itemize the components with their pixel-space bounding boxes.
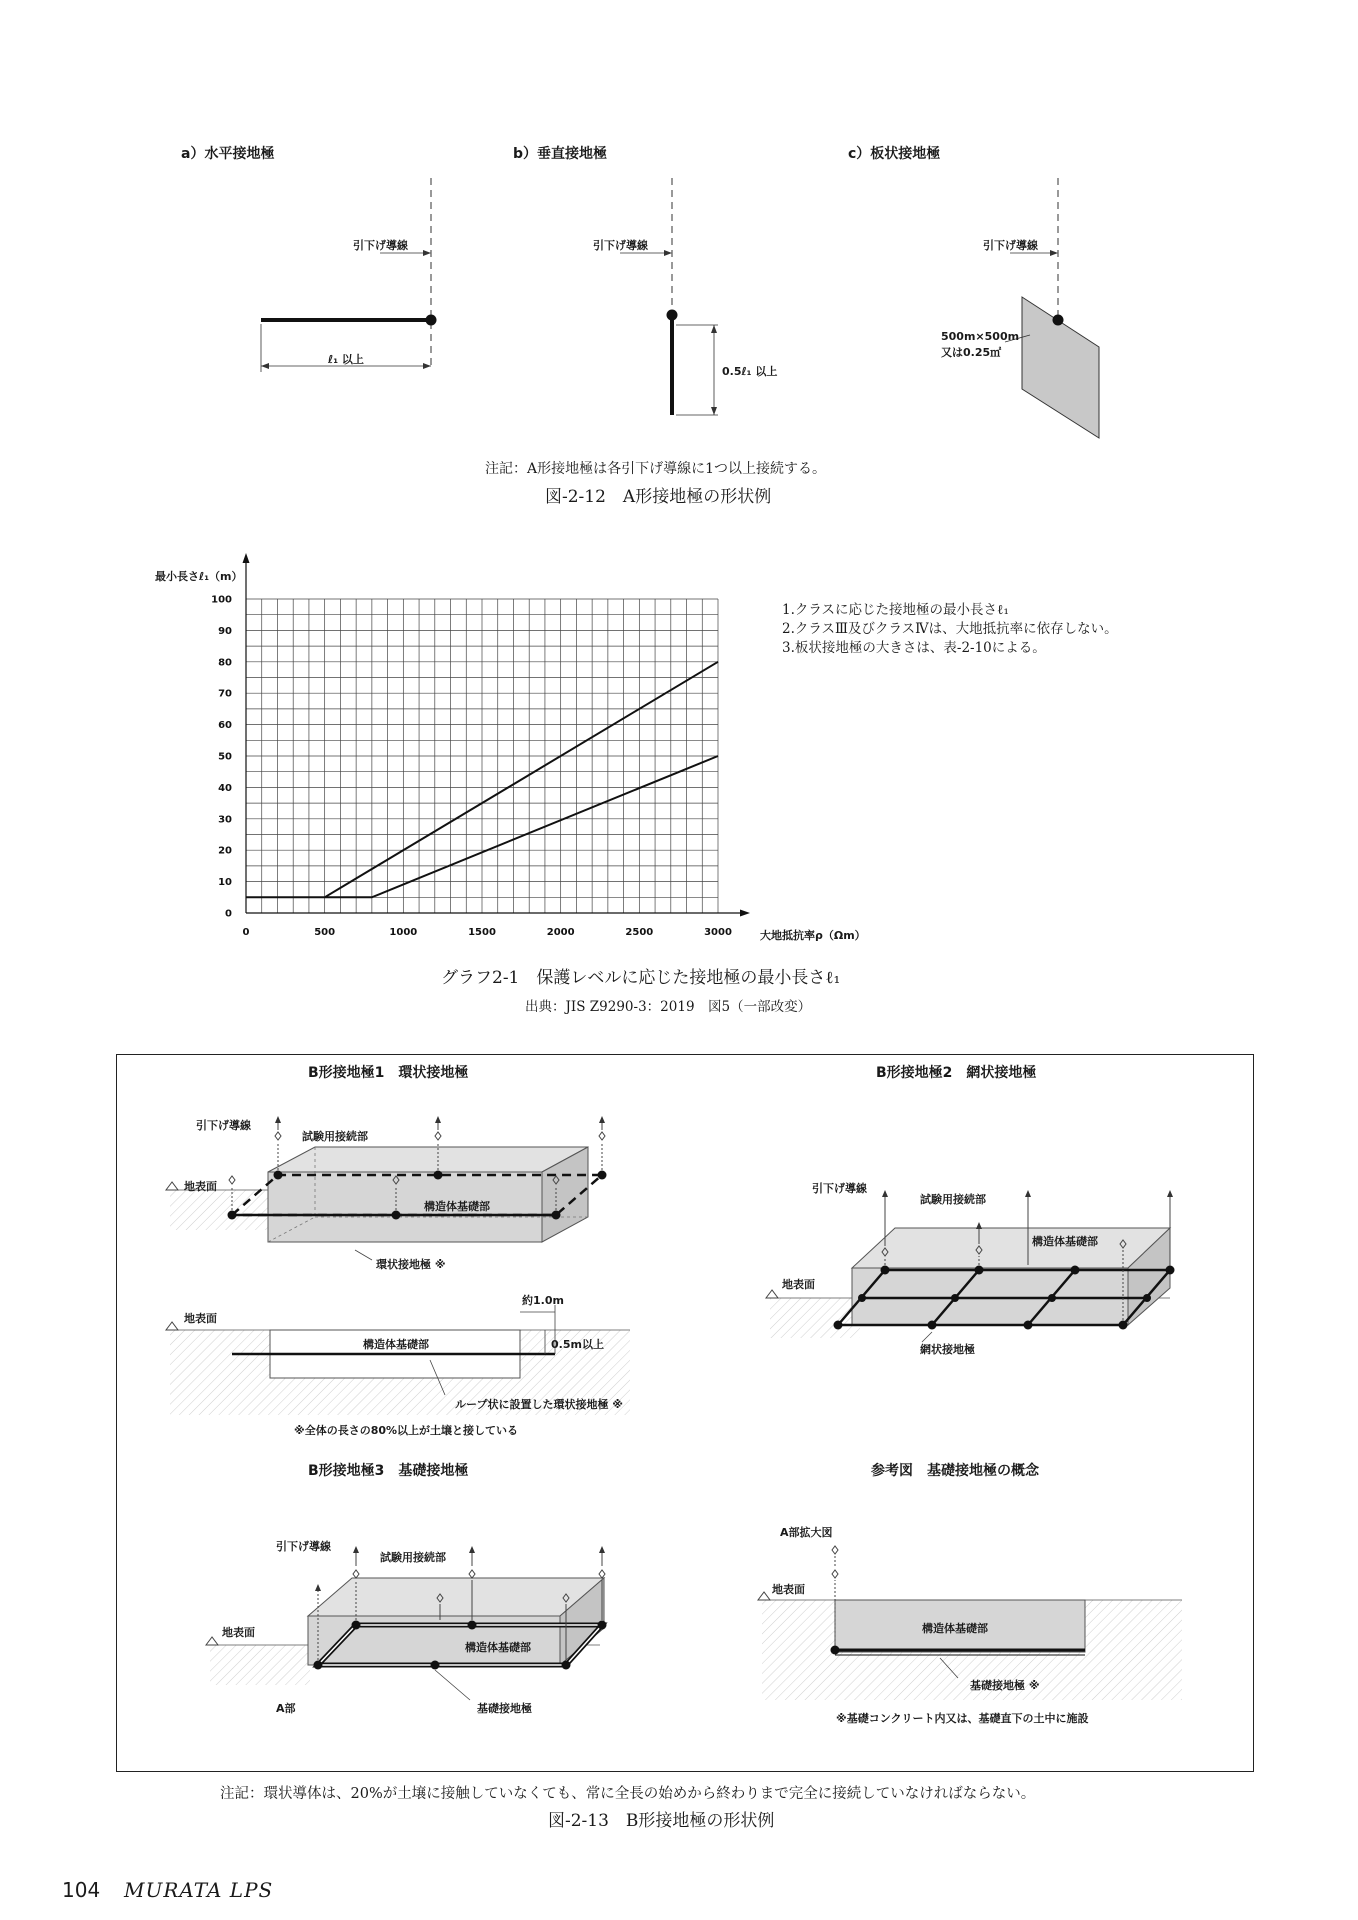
y-tick-label: 90 xyxy=(218,625,232,637)
y-tick-label: 60 xyxy=(218,720,232,732)
ref-part-a-zoom-label: A部拡大図 xyxy=(780,1526,833,1539)
fig213-note: 注記：環状導体は、20%が土壌に接触していなくても、常に全長の始めから終わりまで完全に接続していなければならない。 xyxy=(220,1786,1036,1802)
fig213-caption: 図-2-13 B形接地極の形状例 xyxy=(548,1811,775,1831)
b1-approx-label: 約1.0m xyxy=(522,1294,564,1307)
b3-downconductor-label: 引下げ導線 xyxy=(276,1540,331,1553)
y-tick-label: 70 xyxy=(218,688,232,700)
b2-test-joint-label: 試験用接続部 xyxy=(920,1193,986,1206)
x-tick-label: 2000 xyxy=(546,927,575,938)
b1-depth-label: 0.5m以上 xyxy=(551,1338,604,1351)
b1-foundation-label: 構造体基礎部 xyxy=(424,1200,490,1213)
b3-ground-label: 地表面 xyxy=(222,1626,255,1639)
b3-foundation-label: 構造体基礎部 xyxy=(465,1641,531,1654)
fig213-b1-title: B形接地極1 環状接地極 xyxy=(308,1065,469,1081)
fig213-b3-title: B形接地極3 基礎接地極 xyxy=(308,1463,469,1479)
b2-ground-label: 地表面 xyxy=(782,1278,815,1291)
graph-legend-2: 2.クラスⅢ及びクラスⅣは、大地抵抗率に依存しない。 xyxy=(782,621,1118,637)
brand-name: MURATA LPS xyxy=(124,1878,274,1902)
y-tick-label: 10 xyxy=(218,877,232,889)
fig212-b-downconductor-label: 引下げ導線 xyxy=(593,239,648,252)
fig212-a-downconductor-label: 引下げ導線 xyxy=(353,239,408,252)
b1-ring-electrode-label: 環状接地極 ※ xyxy=(376,1258,446,1271)
x-tick-label: 1000 xyxy=(389,927,418,938)
b2-foundation-label: 構造体基礎部 xyxy=(1032,1235,1098,1248)
fig212-a-dimension-label: ℓ₁ 以上 xyxy=(328,353,364,366)
y-tick-label: 80 xyxy=(218,657,232,669)
b1-section-ground-label: 地表面 xyxy=(184,1312,217,1325)
y-tick-label: 30 xyxy=(218,814,232,826)
fig212-caption: 図-2-12 A形接地極の形状例 xyxy=(545,487,772,507)
fig212-c-title: c）板状接地極 xyxy=(848,146,941,162)
b1-section-foundation-label: 構造体基礎部 xyxy=(363,1338,429,1351)
b3-test-joint-label: 試験用接続部 xyxy=(380,1551,446,1564)
fig212-c-size-label-1: 500m×500m xyxy=(941,330,1020,343)
page-number: 104 xyxy=(62,1878,101,1902)
b3-part-a-label: A部 xyxy=(276,1702,296,1715)
fig212-b-dimension-label: 0.5ℓ₁ 以上 xyxy=(722,365,778,378)
x-tick-label: 500 xyxy=(314,927,336,938)
x-tick-label: 2500 xyxy=(625,927,654,938)
graph-xlabel: 大地抵抗率ρ（Ωm） xyxy=(760,929,866,942)
x-tick-label: 3000 xyxy=(704,927,732,938)
y-tick-label: 50 xyxy=(218,751,232,763)
graph-legend-3: 3.板状接地極の大きさは、表-2-10による。 xyxy=(782,640,1046,656)
b3-foundation-drawing xyxy=(206,1546,607,1700)
b1-downconductor-label: 引下げ導線 xyxy=(196,1119,251,1132)
b2-downconductor-label: 引下げ導線 xyxy=(812,1182,867,1195)
fig212-c-size-label-2: 又は0.25㎡ xyxy=(941,346,1002,359)
b1-loop-note: ループ状に設置した環状接地極 ※ xyxy=(455,1398,623,1411)
graph-legend-1: 1.クラスに応じた接地極の最小長さℓ₁ xyxy=(782,602,1009,618)
ref-foundation-electrode-label: 基礎接地極 ※ xyxy=(970,1679,1040,1692)
y-tick-label: 20 xyxy=(218,845,232,857)
b1-ground-label: 地表面 xyxy=(184,1180,217,1193)
fig213-b2-title: B形接地極2 網状接地極 xyxy=(876,1065,1037,1081)
fig212-note: 注記：A形接地極は各引下げ導線に1つ以上接続する。 xyxy=(485,461,827,477)
y-tick-label: 40 xyxy=(218,782,232,794)
b1-test-joint-label: 試験用接続部 xyxy=(302,1130,368,1143)
y-tick-label: 0 xyxy=(225,908,232,920)
ref-ground-label: 地表面 xyxy=(772,1583,805,1596)
x-tick-label: 1500 xyxy=(468,927,496,938)
b3-foundation-electrode-label: 基礎接地極 xyxy=(477,1702,532,1715)
fig212-a-title: a）水平接地極 xyxy=(181,146,275,162)
fig213-ref-title: 参考図 基礎接地極の概念 xyxy=(871,1463,1039,1479)
fig212-b-title: b）垂直接地極 xyxy=(513,146,608,162)
graph-source: 出典：JIS Z9290-3：2019 図5（一部改変） xyxy=(525,999,812,1015)
ref-foundation-label: 構造体基礎部 xyxy=(922,1622,988,1635)
y-tick-label: 100 xyxy=(211,594,232,606)
ref-note: ※基礎コンクリート内又は、基礎直下の土中に施設 xyxy=(836,1712,1089,1725)
graph-ylabel: 最小長さℓ₁（m） xyxy=(155,570,243,583)
b2-mesh-electrode-label: 網状接地極 xyxy=(920,1343,975,1356)
x-tick-label: 0 xyxy=(242,927,250,938)
b2-mesh-drawing xyxy=(766,1190,1175,1342)
graph-caption: グラフ2-1 保護レベルに応じた接地極の最小長さℓ₁ xyxy=(441,968,841,988)
fig212-c-downconductor-label: 引下げ導線 xyxy=(983,239,1038,252)
b1-soil-note: ※全体の長さの80%以上が土壌と接している xyxy=(294,1424,519,1437)
